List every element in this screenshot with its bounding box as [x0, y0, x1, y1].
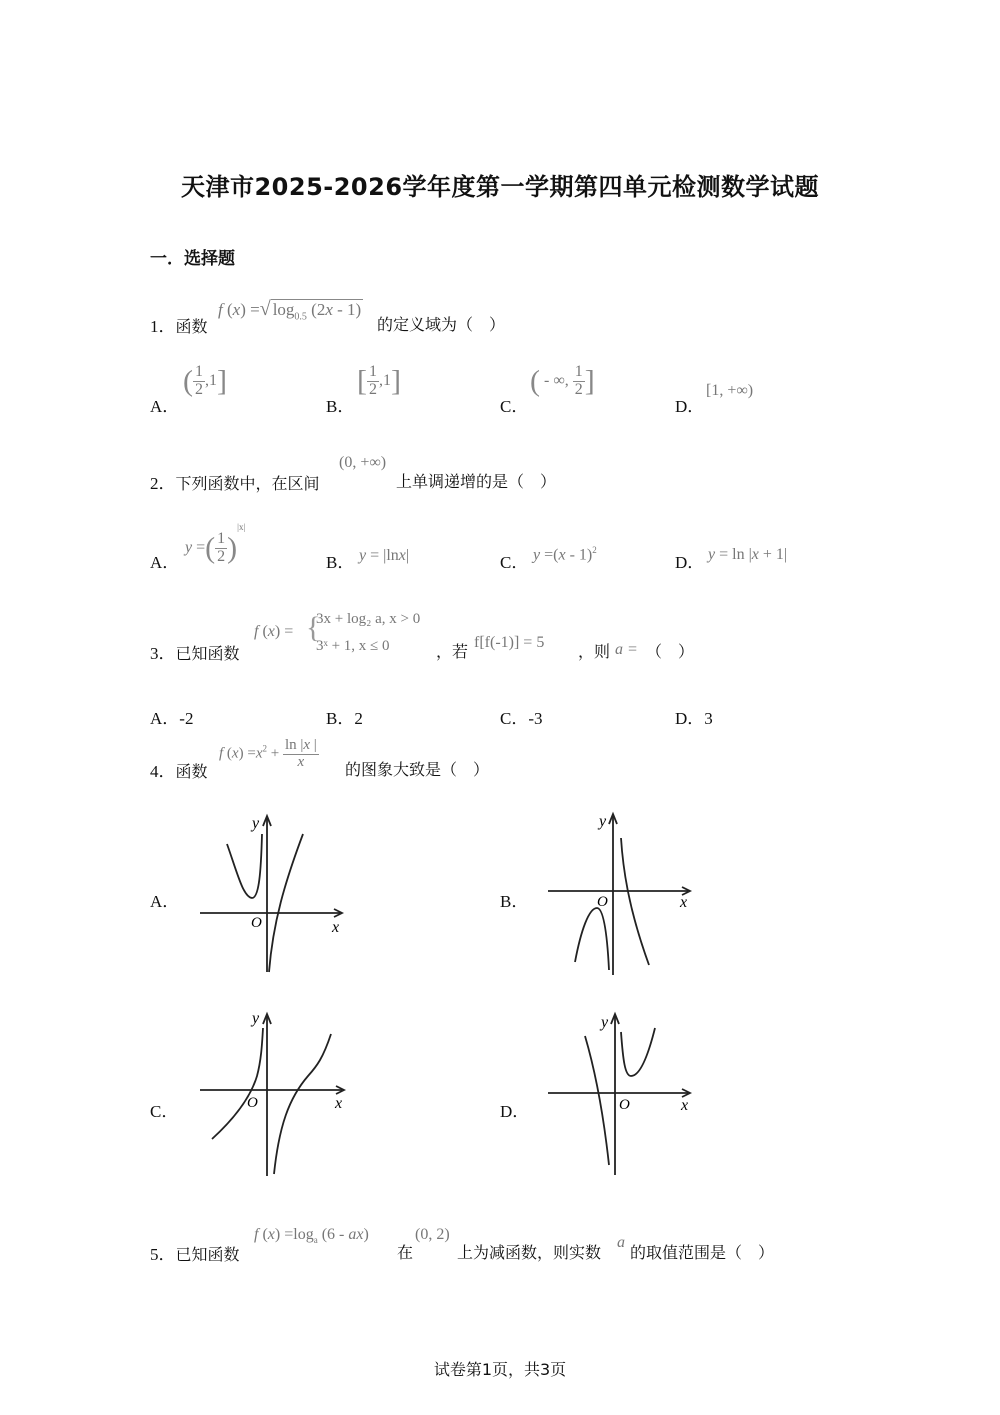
y-axis-label: y [252, 815, 260, 832]
x-axis-label: x [335, 1095, 343, 1112]
q4-option-b-label: B． [500, 892, 529, 911]
q1-suffix: 的定义域为（ ） [377, 315, 506, 334]
q5-mid2: 上为减函数，则实数 [457, 1243, 602, 1262]
section-heading: 一．选择题 [150, 249, 235, 269]
page-title: 天津市2025-2026学年度第一学期第四单元检测数学试题 [180, 173, 820, 201]
q3-var: a = [615, 641, 638, 658]
option-value: 3 [704, 709, 713, 728]
curve-left [575, 908, 609, 970]
question-number: 4． [150, 762, 176, 781]
q2-option-c-label: C． [500, 553, 529, 572]
q3-option-b [326, 704, 363, 729]
x-axis-label: x [332, 919, 340, 936]
option-value: -2 [179, 709, 194, 728]
question-1 [150, 312, 208, 337]
q1-option-d-label: D． [675, 397, 705, 416]
q4-suffix: 的图象大致是（ ） [345, 760, 490, 779]
q2-option-a-label: A． [150, 553, 180, 572]
curve-left [227, 834, 262, 898]
x-axis-label: x [680, 894, 688, 911]
q1-option-b-expr: [ $\frac{1}{2}$ ,1] [357, 363, 401, 398]
q3-condition: f[f(-1)] = 5 [474, 634, 545, 651]
curve-left [585, 1036, 609, 1165]
q3-option-a [150, 704, 193, 729]
question-text: 函数 [175, 317, 208, 336]
question-text: 函数 [175, 762, 208, 781]
option-value: -3 [528, 709, 543, 728]
y-axis-label: y [599, 813, 607, 830]
y-axis-label: y [601, 1014, 609, 1031]
curve-right [274, 1034, 331, 1174]
q4-graph-c [195, 1006, 355, 1181]
y-axis-label: y [252, 1010, 260, 1027]
q5-formula: f $(x) =\log_a$ (6 - ax) [254, 1226, 369, 1246]
question-number: 1． [150, 317, 176, 336]
q5-mid: 在 [397, 1243, 414, 1262]
q2-interval: (0, +∞) [339, 454, 387, 471]
origin-label: O [251, 915, 262, 931]
curve-right [621, 1028, 655, 1076]
option-value: 2 [354, 709, 363, 728]
q1-formula: f (x) =√ $\log_{0.5} (2x - 1)$ [218, 298, 362, 323]
q3-suffix: （ ） [646, 642, 695, 661]
question-2 [150, 469, 320, 494]
question-5 [150, 1240, 240, 1265]
q4-graph-b [545, 810, 705, 980]
option-letter: D． [675, 709, 705, 728]
q3-mid: ，若 [436, 642, 469, 661]
q4-graph-a [195, 812, 355, 982]
page-footer: 试卷第1页，共3页 [433, 1360, 567, 1379]
option-letter: C． [500, 709, 529, 728]
curve-right [621, 838, 649, 965]
curve-right [269, 834, 303, 972]
q4-option-d-label: D． [500, 1102, 530, 1121]
origin-label: O [619, 1097, 630, 1113]
q3-piece-bottom: 3ˣ + 1, x ≤ 0 [316, 638, 390, 654]
q3-piece-top: 3x + log₂ a, x > 0 [316, 611, 421, 627]
question-text: 已知函数 [175, 1245, 240, 1264]
q4-graph-d [545, 1010, 705, 1180]
q2-option-b-expr: y = |lnx| [359, 547, 410, 564]
question-number: 2． [150, 474, 176, 493]
option-letter: B． [326, 709, 355, 728]
question-3 [150, 639, 240, 664]
question-text: 已知函数 [175, 644, 240, 663]
q1-option-b-label: B． [326, 397, 355, 416]
q4-option-c-label: C． [150, 1102, 179, 1121]
q1-option-c-label: C． [500, 397, 529, 416]
q3-option-d [675, 704, 713, 729]
option-letter: A． [150, 709, 180, 728]
q3-mid2: ，则 [578, 642, 611, 661]
origin-label: O [247, 1095, 258, 1111]
q4-formula: f $(x) =x^2$ + $\frac{\ln |x |}{x}$ [219, 737, 317, 770]
question-4 [150, 757, 208, 782]
q2-option-a-expr: y =( $\frac{1}{2}$ )$^{|x|}$ [185, 522, 246, 565]
q1-option-a-label: A． [150, 397, 180, 416]
q2-option-d-expr: y = ln |x + 1| [708, 546, 788, 563]
q1-option-d-expr: [1, +∞) [706, 382, 754, 399]
origin-label: O [597, 894, 608, 910]
q2-option-d-label: D． [675, 553, 705, 572]
q3-fx: f (x) = [254, 623, 294, 640]
q4-option-a-label: A． [150, 892, 180, 911]
q2-option-b-label: B． [326, 553, 355, 572]
q5-interval: (0, 2) [415, 1226, 450, 1243]
curve-left [212, 1028, 263, 1139]
q3-option-c [500, 704, 543, 729]
q1-option-c-expr: ( - ∞, $\frac{1}{2}$ ] [530, 363, 595, 398]
q5-suffix: 的取值范围是（ ） [630, 1243, 775, 1262]
question-number: 3． [150, 644, 176, 663]
q2-suffix: 上单调递增的是（ ） [396, 472, 557, 491]
x-axis-label: x [681, 1097, 689, 1114]
question-text: 下列函数中，在区间 [175, 474, 320, 493]
question-number: 5． [150, 1245, 176, 1264]
q3-brace: { [306, 611, 321, 644]
q1-option-a-expr: ( $\frac{1}{2}$ ,1] [183, 363, 227, 398]
q5-var: a [617, 1234, 625, 1251]
q2-option-c-expr: y =(x - 1)$^2$ [533, 545, 597, 564]
